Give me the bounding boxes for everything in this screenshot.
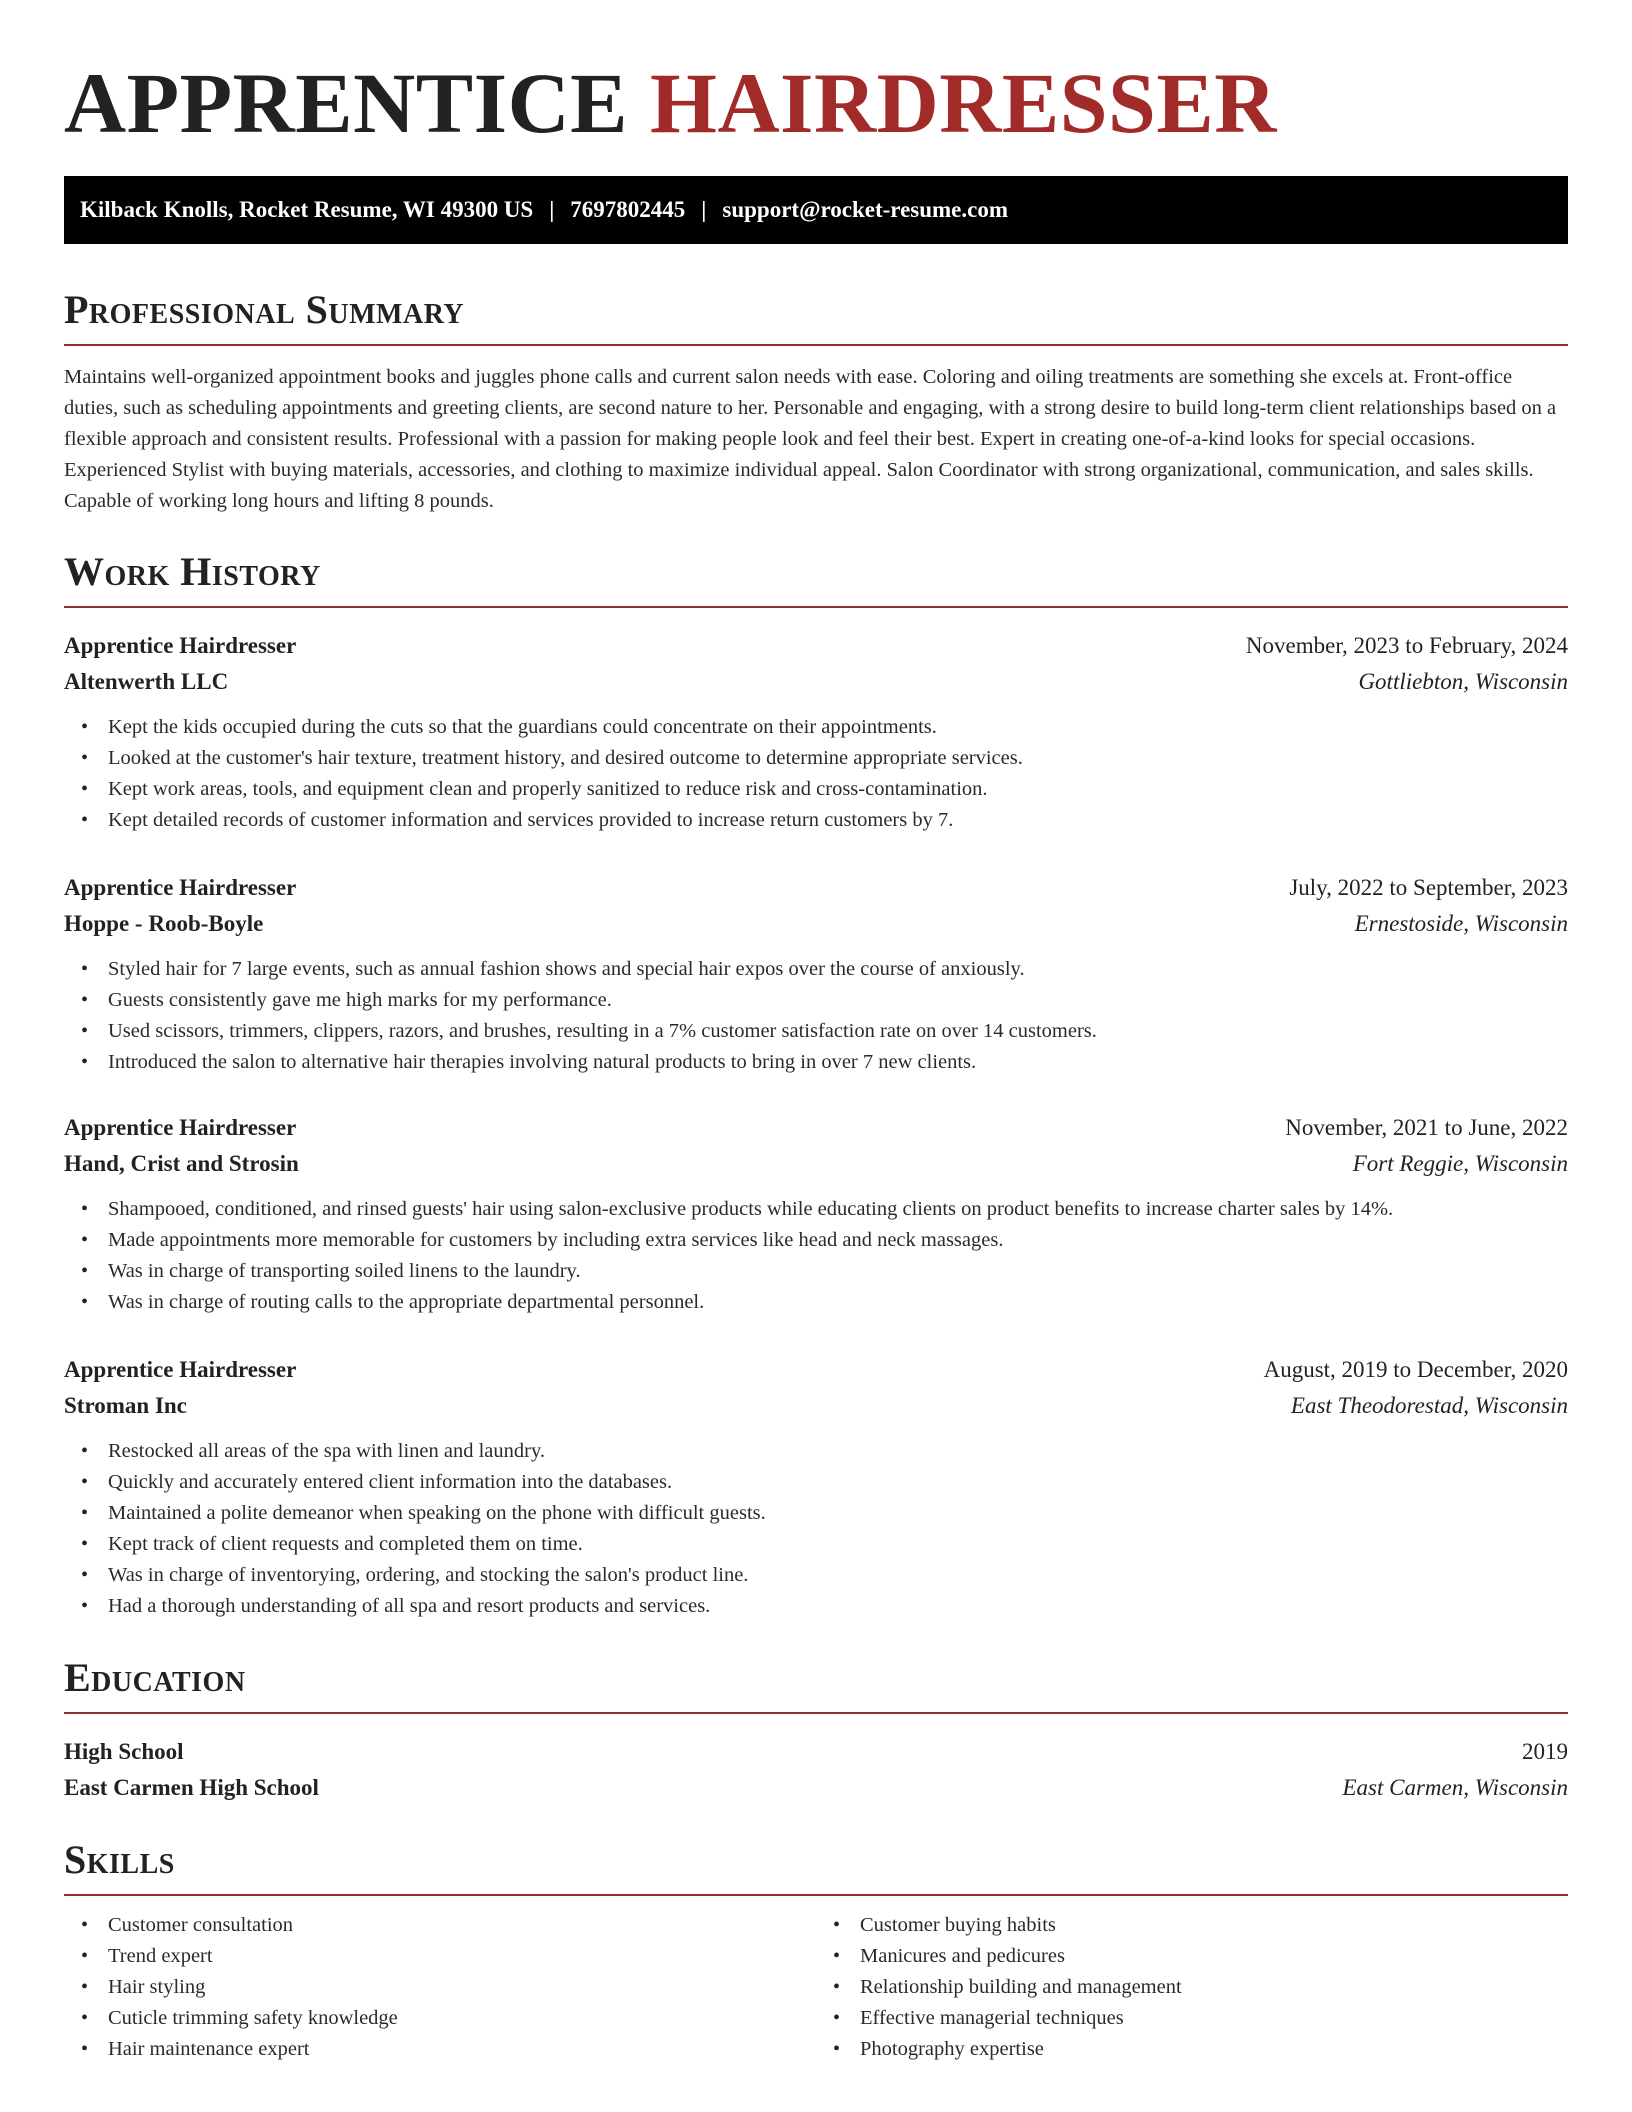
list-item: • Maintained a polite demeanor when speaking on the phone with difficult guests. [64, 1498, 1568, 1529]
skills-heading: Skills [64, 1837, 175, 1882]
list-item: • Customer consultation [64, 1910, 816, 1941]
list-item: • Used scissors, trimmers, clippers, razors, and brushes, resulting in a 7% customer satisfaction rate on over 14 customers. [64, 1016, 1568, 1047]
skills-grid [64, 1910, 1568, 2065]
job-dates: November, 2021 to June, 2022 [1285, 1115, 1568, 1140]
list-item: • Kept track of client requests and completed them on time. [64, 1529, 1568, 1560]
list-item: • Was in charge of transporting soiled linens to the laundry. [64, 1256, 1568, 1287]
job-company: Altenwerth LLC [64, 669, 229, 694]
contact-bar [64, 176, 1568, 244]
section-divider [64, 1894, 1568, 1896]
contact-phone[interactable]: 7697802445 [570, 197, 686, 222]
title-main: APPRENTICE [64, 55, 629, 151]
job-location: Ernestoside, Wisconsin [1354, 911, 1568, 936]
work-history-heading: Work History [64, 549, 321, 594]
summary-heading: Professional Summary [64, 287, 465, 332]
job-title: Apprentice Hairdresser [64, 633, 297, 658]
job-title: Apprentice Hairdresser [64, 875, 297, 900]
education-degree: High School [64, 1739, 184, 1764]
work-history-section [64, 550, 1568, 608]
job-entry [64, 1352, 1568, 1622]
job-bullets [64, 1436, 1568, 1622]
list-item: • Restocked all areas of the spa with linen and laundry. [64, 1436, 1568, 1467]
list-item: • Kept work areas, tools, and equipment clean and properly sanitized to reduce risk and cross-contamination. [64, 774, 1568, 805]
education-location: East Carmen, Wisconsin [1342, 1775, 1568, 1800]
list-item: • Relationship building and management [816, 1972, 1568, 2003]
job-company: Hoppe - Roob-Boyle [64, 911, 264, 936]
list-item: • Introduced the salon to alternative hair therapies involving natural products to bring in over 7 new clients. [64, 1047, 1568, 1078]
job-bullets [64, 712, 1568, 836]
section-divider [64, 1712, 1568, 1714]
skills-right-column [816, 1910, 1568, 2065]
job-title: Apprentice Hairdresser [64, 1357, 297, 1382]
list-item: • Made appointments more memorable for customers by including extra services like head and neck massages. [64, 1225, 1568, 1256]
job-title: Apprentice Hairdresser [64, 1115, 297, 1140]
job-bullets [64, 954, 1568, 1078]
summary-section [64, 288, 1568, 517]
education-entry [64, 1734, 1568, 1806]
job-dates: August, 2019 to December, 2020 [1263, 1357, 1568, 1382]
contact-separator: | [549, 197, 555, 222]
list-item: • Manicures and pedicures [816, 1941, 1568, 1972]
job-dates: July, 2022 to September, 2023 [1289, 875, 1568, 900]
job-location: East Theodorestad, Wisconsin [1290, 1393, 1568, 1418]
job-bullets [64, 1194, 1568, 1318]
job-location: Gottliebton, Wisconsin [1358, 669, 1568, 694]
contact-address: Kilback Knolls, Rocket Resume, WI 49300 US [80, 197, 534, 222]
resume-title [64, 0, 1568, 176]
job-entry [64, 628, 1568, 836]
education-school: East Carmen High School [64, 1775, 319, 1800]
list-item: • Looked at the customer's hair texture, treatment history, and desired outcome to determine appropriate services. [64, 743, 1568, 774]
job-company: Stroman Inc [64, 1393, 187, 1418]
list-item: • Shampooed, conditioned, and rinsed guests' hair using salon-exclusive products while educating clients on product benefits to increase charter sales by 14%. [64, 1194, 1568, 1225]
job-location: Fort Reggie, Wisconsin [1352, 1151, 1568, 1176]
list-item: • Cuticle trimming safety knowledge [64, 2003, 816, 2034]
list-item: • Photography expertise [816, 2034, 1568, 2065]
summary-text: Maintains well-organized appointment books and juggles phone calls and current salon needs with ease. Coloring and oiling treatments are something she excels at. Front-office duties, such as scheduling appointments and greeting clients, are second nature to her. Personable and engaging, with a strong desire to build long-term client relationships based on a flexible approach and consistent results. Professional with a passion for making people look and feel their best. Expert in creating one-of-a-kind looks for special occasions. Experienced Stylist with buying materials, accessories, and clothing to maximize individual appeal. Salon Coordinator with strong organizational, communication, and sales skills. Capable of working long hours and lifting 8 pounds. [64, 366, 1557, 512]
job-entry [64, 870, 1568, 1078]
contact-separator: | [701, 197, 707, 222]
list-item: • Kept the kids occupied during the cuts so that the guardians could concentrate on their appointments. [64, 712, 1568, 743]
education-year: 2019 [1522, 1739, 1568, 1764]
list-item: • Customer buying habits [816, 1910, 1568, 1941]
title-accent: HAIRDRESSER [650, 55, 1277, 151]
list-item: • Quickly and accurately entered client information into the databases. [64, 1467, 1568, 1498]
skills-left-column [64, 1910, 816, 2065]
skills-section [64, 1838, 1568, 2065]
list-item: • Styled hair for 7 large events, such as annual fashion shows and special hair expos over the course of anxiously. [64, 954, 1568, 985]
job-dates: November, 2023 to February, 2024 [1245, 633, 1568, 658]
section-divider [64, 606, 1568, 608]
job-entry [64, 1110, 1568, 1318]
job-company: Hand, Crist and Strosin [64, 1151, 299, 1176]
list-item: • Hair styling [64, 1972, 816, 2003]
list-item: • Was in charge of routing calls to the appropriate departmental personnel. [64, 1287, 1568, 1318]
list-item: • Trend expert [64, 1941, 816, 1972]
list-item: • Kept detailed records of customer information and services provided to increase return customers by 7. [64, 805, 1568, 836]
list-item: • Had a thorough understanding of all spa and resort products and services. [64, 1591, 1568, 1622]
education-heading: Education [64, 1655, 246, 1700]
list-item: • Hair maintenance expert [64, 2034, 816, 2065]
contact-email[interactable]: support@rocket-resume.com [722, 197, 1009, 222]
education-section [64, 1656, 1568, 1714]
list-item: • Guests consistently gave me high marks for my performance. [64, 985, 1568, 1016]
section-divider [64, 344, 1568, 346]
list-item: • Effective managerial techniques [816, 2003, 1568, 2034]
list-item: • Was in charge of inventorying, ordering, and stocking the salon's product line. [64, 1560, 1568, 1591]
